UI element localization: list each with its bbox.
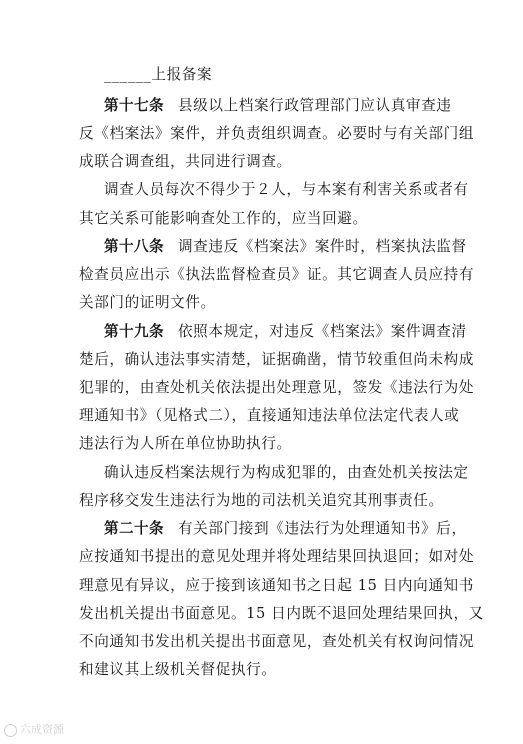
watermark-text: 六成资源 xyxy=(20,723,64,736)
line-text: 发出机关提出书面意见。15 日内既不退回处理结果回执，又 xyxy=(79,605,484,622)
line-text: ______上报备案 xyxy=(104,66,213,83)
line-text: 关部门的证明文件。 xyxy=(79,294,216,311)
article-18-line-1 xyxy=(104,237,467,257)
line-text: 调查违反《档案法》案件时，档案执法监督 xyxy=(177,238,467,255)
line-text: 犯罪的，由查处机关依法提出处理意见，签发《违法行为处 xyxy=(79,379,475,396)
line-text: 检查员应出示《执法监督检查员》证。其它调查人员应持有 xyxy=(79,266,475,283)
line-6 xyxy=(79,209,368,229)
line-4 xyxy=(79,152,292,172)
article-19-heading: 第十九条 xyxy=(104,323,164,340)
weibo-logo-icon xyxy=(4,724,17,737)
line-1 xyxy=(104,65,212,85)
line-22 xyxy=(79,660,277,680)
line-text: 确认违反档案法规行为构成犯罪的，由查处机关按法定 xyxy=(104,464,469,481)
line-19 xyxy=(79,576,474,596)
line-13 xyxy=(79,406,459,426)
line-21 xyxy=(79,632,474,652)
article-17-line-1 xyxy=(104,96,451,116)
line-text: 调查人员每次不得少于２人，与本案有利害关系或者有 xyxy=(104,181,469,198)
line-text: 和建议其上级机关督促执行。 xyxy=(79,661,277,678)
line-text: 违法行为人所在单位协助执行。 xyxy=(79,435,292,452)
line-18 xyxy=(79,547,474,567)
line-16 xyxy=(79,491,444,511)
article-19-line-1 xyxy=(104,322,467,342)
line-12 xyxy=(79,378,474,398)
line-text: 理通知书》（见格式二），直接通知违法单位法定代表人或 xyxy=(79,407,460,424)
line-text: 不向通知书发出机关提出书面意见，查处机关有权询问情况 xyxy=(79,633,475,650)
line-text: 反《档案法》案件，并负责组织调查。必要时与有关部门组 xyxy=(79,125,475,142)
article-18-heading: 第十八条 xyxy=(104,238,164,255)
line-3 xyxy=(79,124,474,144)
line-9 xyxy=(79,293,216,313)
line-14 xyxy=(79,434,292,454)
line-text: 县级以上档案行政管理部门应认真审查违 xyxy=(177,97,452,114)
line-text: 成联合调查组，共同进行调查。 xyxy=(79,153,292,170)
line-text: 楚后，确认违法事实清楚，证据确凿，情节较重但尚未构成 xyxy=(79,351,475,368)
watermark xyxy=(4,721,64,737)
line-text: 应按通知书提出的意见处理并将处理结果回执退回；如对处 xyxy=(79,548,475,565)
line-text: 程序移交发生违法行为地的司法机关追究其刑事责任。 xyxy=(79,492,444,509)
article-17-heading: 第十七条 xyxy=(104,97,164,114)
line-11 xyxy=(79,350,474,370)
line-text: 有关部门接到《违法行为处理通知书》后， xyxy=(177,520,467,537)
article-20-heading: 第二十条 xyxy=(104,520,164,537)
line-5 xyxy=(104,180,469,200)
line-8 xyxy=(79,265,474,285)
line-text: 依照本规定，对违反《档案法》案件调查清 xyxy=(177,323,467,340)
line-20 xyxy=(79,604,484,624)
article-20-line-1 xyxy=(104,519,467,539)
line-15 xyxy=(104,463,469,483)
line-text: 理意见有异议，应于接到该通知书之日起 15 日内向通知书 xyxy=(79,577,474,594)
line-text: 其它关系可能影响查处工作的，应当回避。 xyxy=(79,210,368,227)
